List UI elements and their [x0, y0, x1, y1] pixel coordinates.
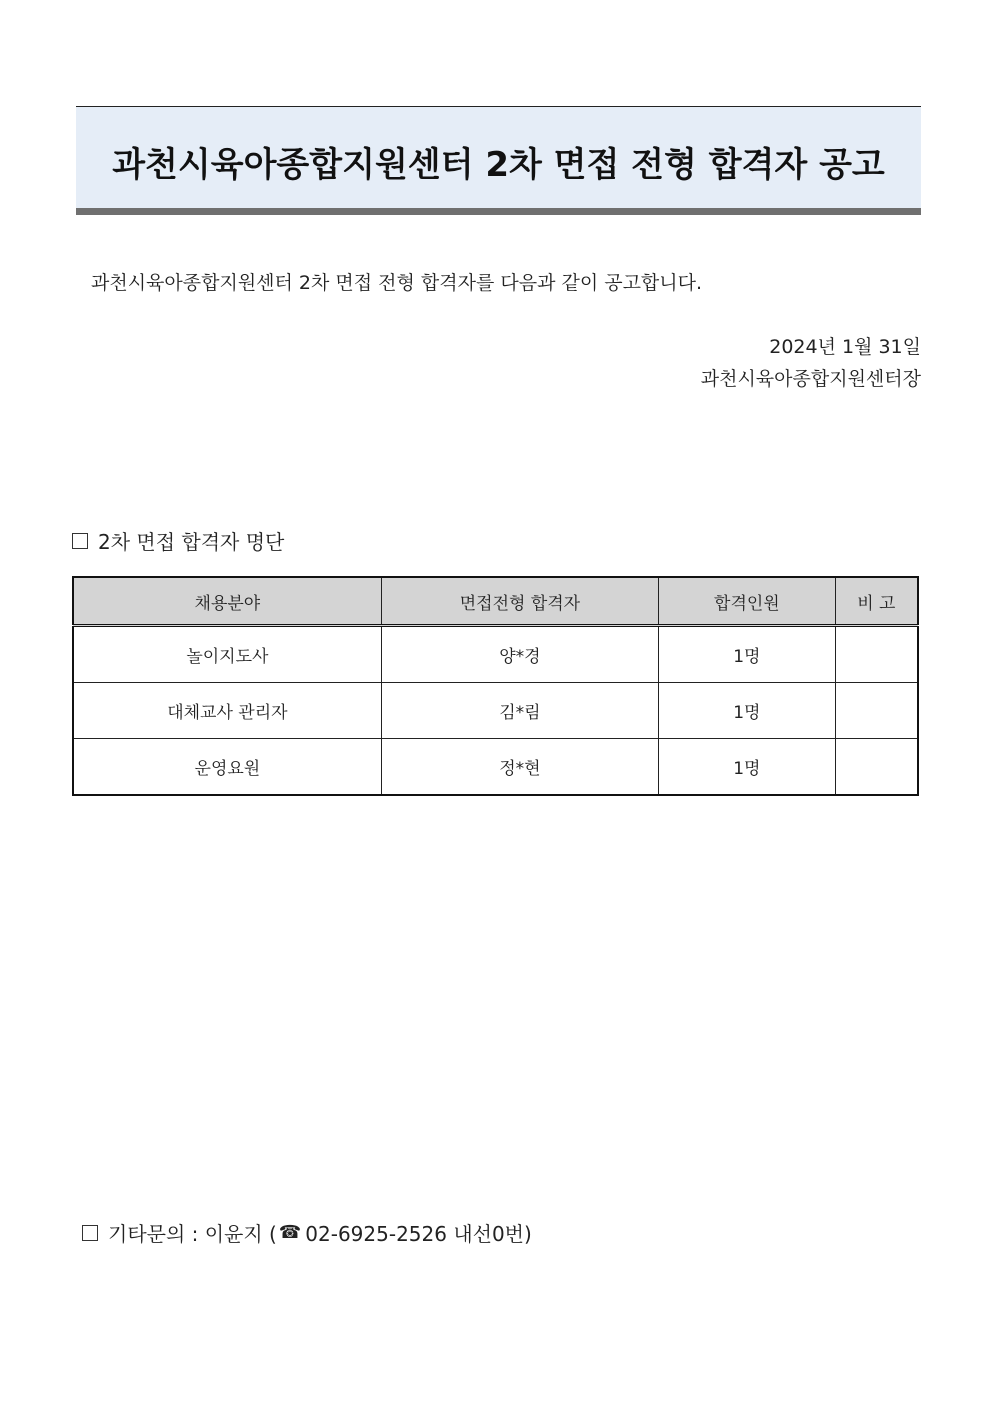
- column-header-remarks: 비 고: [835, 577, 918, 626]
- cell-passer: 김*림: [381, 683, 658, 739]
- telephone-icon: ☎: [278, 1222, 302, 1243]
- cell-passer: 정*현: [381, 739, 658, 796]
- table-row: [73, 739, 918, 796]
- contact-line: [82, 1218, 532, 1247]
- cell-count: 1명: [659, 739, 836, 796]
- title-box: [76, 106, 921, 210]
- table-row: [73, 683, 918, 739]
- page-title: 과천시육아종합지원센터 2차 면접 전형 합격자 공고: [112, 145, 885, 185]
- column-header-passer: 면접전형 합격자: [381, 577, 658, 626]
- column-header-field: 채용분야: [73, 577, 381, 626]
- cell-count: 1명: [659, 626, 836, 683]
- cell-count: 1명: [659, 683, 836, 739]
- contact-label: 기타문의 : 이윤지 (: [108, 1222, 277, 1246]
- intro-text: 과천시육아종합지원센터 2차 면접 전형 합격자를 다음과 같이 공고합니다.: [91, 272, 703, 294]
- cell-field: 운영요원: [73, 739, 381, 796]
- cell-field: 대체교사 관리자: [73, 683, 381, 739]
- roster-heading: [72, 526, 284, 555]
- notice-date: 2024년 1월 31일: [769, 336, 921, 358]
- notice-signer: 과천시육아종합지원센터장: [700, 368, 921, 390]
- roster-table: [72, 576, 919, 796]
- roster-heading-text: 2차 면접 합격자 명단: [98, 530, 285, 554]
- cell-remarks: [835, 683, 918, 739]
- title-underline-bar: [76, 208, 921, 215]
- contact-phone: 02-6925-2526 내선0번): [305, 1222, 532, 1246]
- table-header-row: [73, 577, 918, 626]
- checkbox-icon: [82, 1225, 98, 1241]
- table-row: [73, 626, 918, 683]
- column-header-count: 합격인원: [659, 577, 836, 626]
- cell-passer: 양*경: [381, 626, 658, 683]
- cell-remarks: [835, 626, 918, 683]
- cell-remarks: [835, 739, 918, 796]
- checkbox-icon: [72, 533, 88, 549]
- cell-field: 놀이지도사: [73, 626, 381, 683]
